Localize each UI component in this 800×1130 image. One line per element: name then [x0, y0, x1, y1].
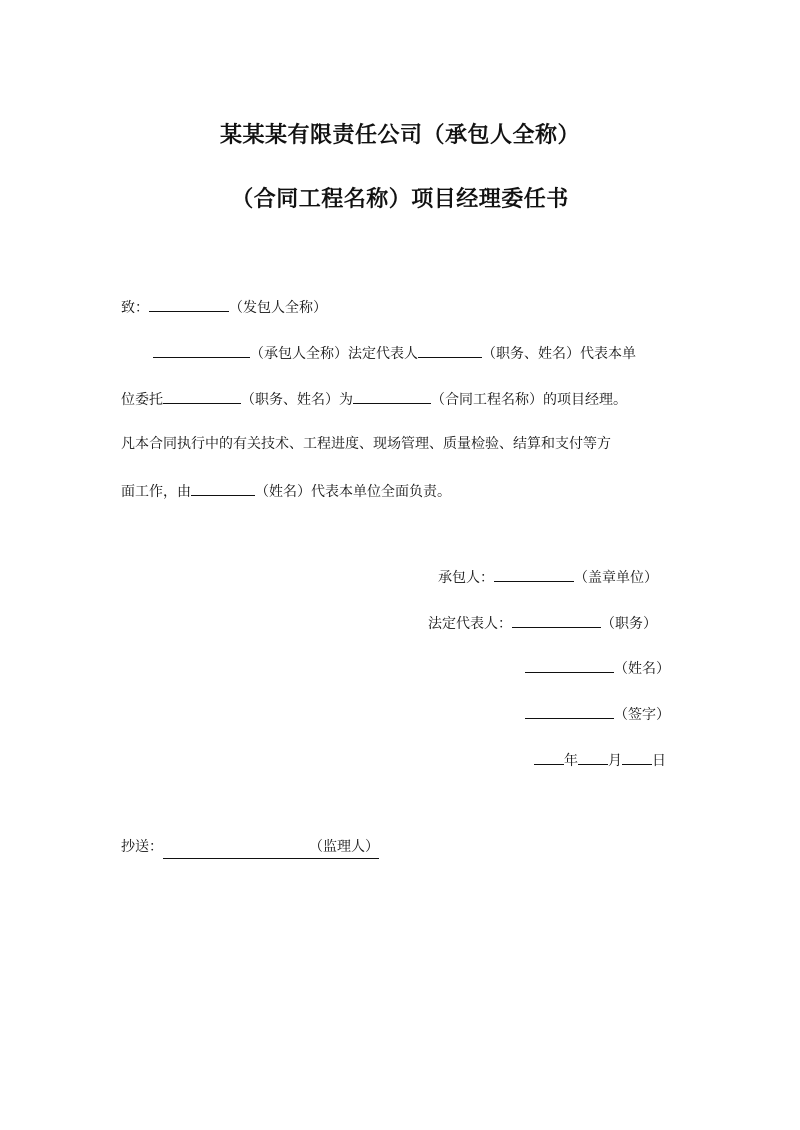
month-label: 月 [608, 753, 622, 769]
month-blank[interactable] [578, 749, 608, 765]
body-line-1-text-b: （职务、姓名）代表本单 [482, 346, 636, 362]
legal-rep-sign-line [525, 703, 670, 725]
contractor-label: 承包人： [438, 570, 494, 586]
contractor-note: （盖章单位） [574, 570, 658, 586]
cc-recipient-blank[interactable] [163, 837, 379, 859]
addressee-prefix: 致： [121, 300, 149, 316]
manager-name-blank[interactable] [191, 480, 255, 496]
body-line-4-text-b: （姓名）代表本单位全面负责。 [255, 484, 451, 500]
document-title-line2: （合同工程名称）项目经理委任书 [231, 187, 569, 212]
body-line-2-text-b: （职务、姓名）为 [241, 392, 353, 408]
delegate-blank[interactable] [163, 388, 241, 404]
employer-name-blank[interactable] [149, 296, 229, 312]
body-line-3: 凡本合同执行中的有关技术、工程进度、现场管理、质量检验、结算和支付等方 [121, 436, 611, 452]
body-line-2-text-c: （合同工程名称）的项目经理。 [431, 392, 627, 408]
body-line-2 [121, 388, 627, 410]
position-note: （职务） [601, 616, 657, 632]
year-label: 年 [564, 753, 578, 769]
year-blank[interactable] [534, 749, 564, 765]
document-title-line1: 某某某有限责任公司（承包人全称） [219, 123, 580, 148]
day-blank[interactable] [622, 749, 652, 765]
contract-name-blank[interactable] [353, 388, 431, 404]
addressee-suffix: （发包人全称） [229, 300, 327, 316]
legal-rep-sign-blank[interactable] [525, 703, 614, 719]
legal-rep-blank[interactable] [418, 342, 482, 358]
legal-rep-position-line [428, 612, 657, 634]
addressee-line [121, 296, 327, 318]
legal-rep-name-blank[interactable] [525, 657, 614, 673]
body-line-1-text-a: （承包人全称）法定代表人 [250, 346, 418, 362]
body-line-1 [153, 342, 636, 364]
legal-rep-name-line [525, 657, 670, 679]
sign-note: （签字） [614, 707, 670, 723]
contractor-seal-blank[interactable] [494, 566, 574, 582]
contractor-signature-line [438, 566, 658, 588]
body-line-4-text-a: 面工作，由 [121, 484, 191, 500]
body-line-4 [121, 480, 451, 502]
cc-line [121, 837, 379, 859]
name-note: （姓名） [614, 661, 670, 677]
day-label: 日 [652, 753, 666, 769]
legal-rep-label: 法定代表人： [428, 616, 512, 632]
cc-label: 抄送： [121, 839, 163, 855]
body-line-2-text-a: 位委托 [121, 392, 163, 408]
contractor-name-blank[interactable] [153, 342, 250, 358]
legal-rep-position-blank[interactable] [512, 612, 601, 628]
cc-note: （监理人） [309, 839, 379, 855]
date-line [534, 749, 666, 771]
